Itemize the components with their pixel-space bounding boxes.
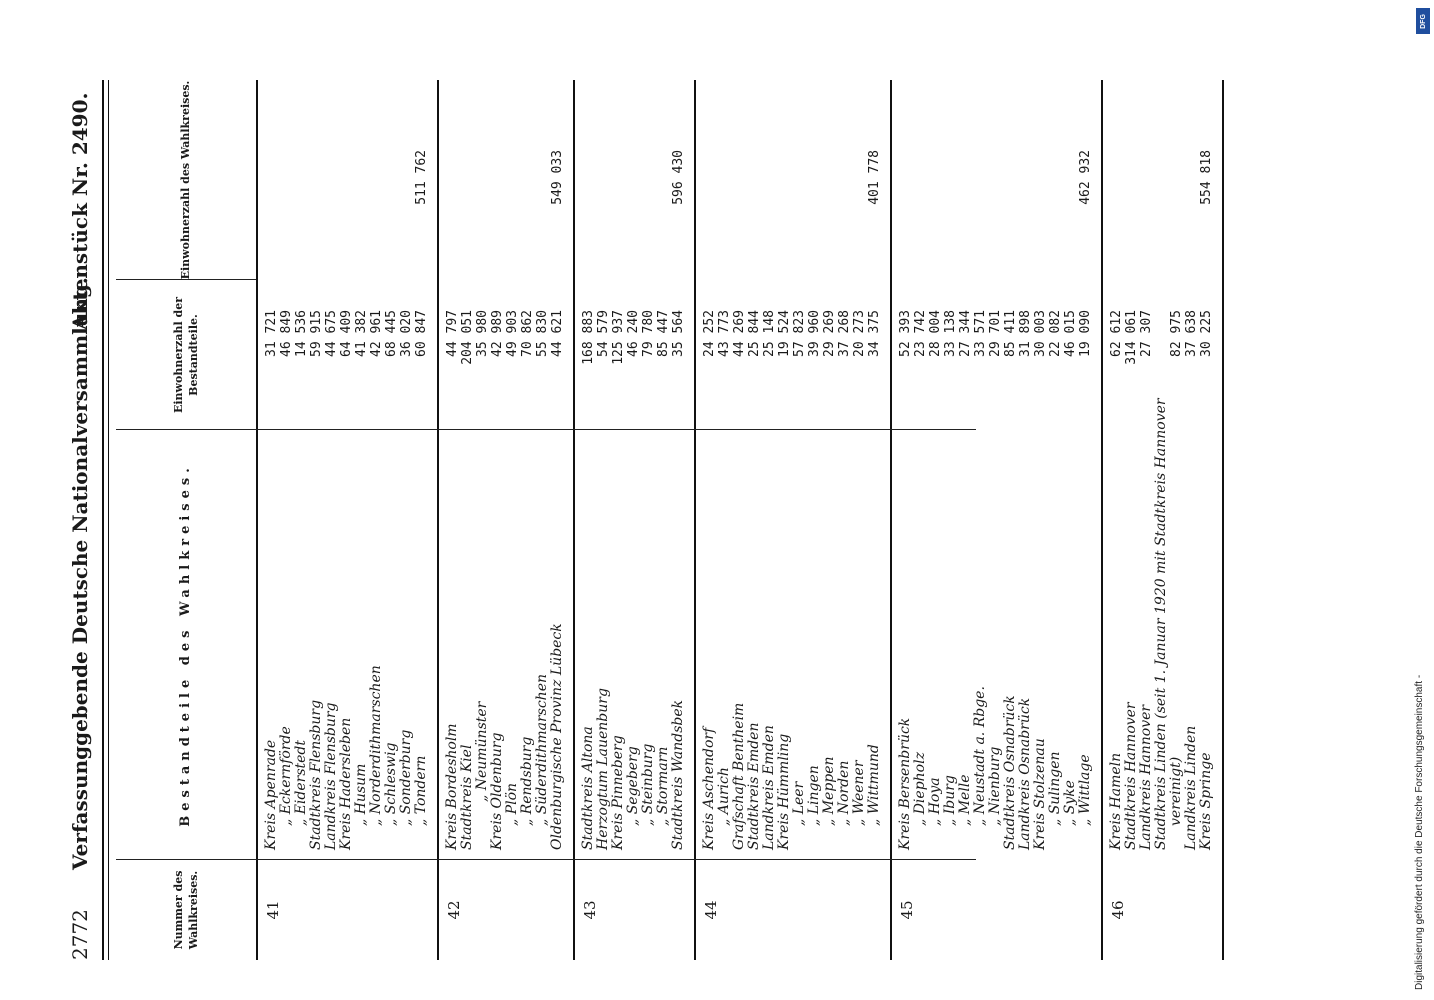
district-part-population: 62 612 bbox=[1109, 310, 1124, 357]
district-part-name: „ Segeberg bbox=[625, 746, 641, 826]
district-part-population: 41 382 bbox=[354, 310, 369, 357]
table-row bbox=[1003, 80, 1018, 850]
district-part-name: Kreis Stolzenau bbox=[1032, 738, 1048, 850]
table-row bbox=[898, 80, 913, 850]
table-row bbox=[520, 80, 535, 850]
district-part-name: „ Sonderburg bbox=[398, 729, 414, 826]
table-row bbox=[777, 80, 792, 850]
column-header-number: Nummer des Wahlkreises. bbox=[171, 870, 200, 950]
district-part-population: 82 975 bbox=[1169, 310, 1184, 357]
electoral-district-group bbox=[892, 80, 1103, 960]
district-part-name: Kreis Hümmling bbox=[776, 733, 792, 850]
district-part-population: 37 268 bbox=[837, 310, 852, 357]
district-part-name: „ Syke bbox=[1062, 780, 1078, 826]
district-part-name: Landkreis Emden bbox=[761, 725, 777, 850]
district-number: 44 bbox=[702, 900, 720, 920]
district-population-total: 596 430 bbox=[671, 150, 686, 205]
table-row bbox=[581, 80, 596, 850]
district-part-population: 19 524 bbox=[777, 310, 792, 357]
table-row bbox=[460, 80, 475, 850]
district-part-name: Kreis Hameln bbox=[1108, 752, 1124, 850]
table-row bbox=[958, 80, 973, 850]
table-row bbox=[294, 80, 309, 850]
district-part-population: 125 937 bbox=[611, 310, 626, 365]
table-header bbox=[116, 80, 256, 960]
district-part-population: 30 003 bbox=[1033, 310, 1048, 357]
district-part-population: 44 621 bbox=[550, 310, 565, 357]
table-row bbox=[1078, 80, 1093, 850]
table-row bbox=[1154, 80, 1169, 850]
district-part-name: Stadtkreis Emden bbox=[746, 722, 762, 850]
district-part-name: Stadtkreis Flensburg bbox=[308, 699, 324, 850]
table-row bbox=[1063, 80, 1078, 850]
table-row bbox=[384, 80, 399, 850]
district-population-total: 554 818 bbox=[1199, 150, 1214, 205]
district-part-population: 59 915 bbox=[309, 310, 324, 357]
district-part-name: „ Meppen bbox=[821, 756, 837, 826]
district-part-name: Kreis Pinneberg bbox=[610, 735, 626, 850]
column-divider bbox=[116, 429, 976, 430]
table-row bbox=[535, 80, 550, 850]
dfg-logo-text: DFG bbox=[1419, 13, 1427, 29]
district-part-population: 31 721 bbox=[264, 310, 279, 357]
district-part-name: Stadtkreis Hannover bbox=[1123, 702, 1139, 850]
district-parts-list bbox=[1109, 80, 1214, 850]
header-rule-thin bbox=[108, 80, 109, 960]
table-row bbox=[1018, 80, 1033, 850]
district-part-name: „ Wittmund bbox=[866, 744, 882, 826]
district-part-name: Kreis Hadersleben bbox=[338, 717, 354, 850]
district-population-total: 401 778 bbox=[867, 150, 882, 205]
table-row bbox=[1169, 80, 1184, 850]
district-parts-list bbox=[702, 80, 882, 850]
table-row bbox=[641, 80, 656, 850]
table-row bbox=[747, 80, 762, 850]
district-part-population: 49 903 bbox=[505, 310, 520, 357]
document-header bbox=[68, 80, 98, 960]
district-part-name: „ Norden bbox=[836, 760, 852, 826]
dfg-logo bbox=[1416, 8, 1430, 34]
district-part-name: Stadtkreis Wandsbek bbox=[670, 699, 686, 850]
district-part-population: 35 564 bbox=[671, 310, 686, 357]
district-part-population: 37 638 bbox=[1184, 310, 1199, 357]
district-part-name: Landkreis Flensburg bbox=[323, 702, 339, 850]
table-row bbox=[867, 80, 882, 850]
district-part-population: 64 409 bbox=[339, 310, 354, 357]
table-row bbox=[309, 80, 324, 850]
district-part-name: vereinigt) bbox=[1168, 756, 1184, 826]
district-part-name: Landkreis Osnabrück bbox=[1017, 697, 1033, 850]
table-row bbox=[1124, 80, 1139, 850]
district-part-population: 20 273 bbox=[852, 310, 867, 357]
district-part-name: „ Eckernförde bbox=[278, 726, 294, 826]
district-number: 42 bbox=[445, 900, 463, 920]
table-row bbox=[913, 80, 928, 850]
district-part-population: 54 579 bbox=[596, 310, 611, 357]
district-parts-list bbox=[264, 80, 429, 850]
district-part-population: 44 675 bbox=[324, 310, 339, 357]
district-part-population: 23 742 bbox=[913, 310, 928, 357]
district-part-name: „ Weener bbox=[851, 760, 867, 826]
table-row bbox=[264, 80, 279, 850]
district-part-name: Kreis Bordesholm bbox=[444, 723, 460, 850]
table-row bbox=[414, 80, 429, 850]
table-row bbox=[1033, 80, 1048, 850]
column-header-population-total: Einwohnerzahl des Wahlkreises. bbox=[179, 80, 193, 280]
district-part-name: „ Iburg bbox=[942, 775, 958, 826]
district-part-population: 52 393 bbox=[898, 310, 913, 357]
table-row bbox=[369, 80, 384, 850]
district-part-name: „ Melle bbox=[957, 774, 973, 826]
district-population-total: 549 033 bbox=[550, 150, 565, 205]
column-header-parts: Bestandteile des Wahlkreises. bbox=[177, 463, 193, 827]
table-row bbox=[988, 80, 1003, 850]
document-title: Verfassunggebende Deutsche Nationalversammlung. bbox=[68, 277, 92, 870]
district-part-population: 44 269 bbox=[732, 310, 747, 357]
district-part-population: 314 061 bbox=[1124, 310, 1139, 365]
district-part-name: Kreis Aschendorf bbox=[701, 727, 717, 850]
district-part-name: Grafschaft Bentheim bbox=[731, 702, 747, 850]
district-number: 41 bbox=[264, 900, 282, 920]
district-part-population: 57 823 bbox=[792, 310, 807, 357]
electoral-district-group bbox=[575, 80, 696, 960]
district-part-name: Stadtkreis Osnabrück bbox=[1002, 695, 1018, 850]
district-part-population: 27 344 bbox=[958, 310, 973, 357]
district-part-name: „ Plön bbox=[504, 782, 520, 826]
district-part-name: „ Neumünster bbox=[474, 701, 490, 802]
district-part-population: 85 447 bbox=[656, 310, 671, 357]
district-part-name: „ Tondern bbox=[413, 755, 429, 826]
table-row bbox=[837, 80, 852, 850]
district-part-name: Herzogtum Lauenburg bbox=[595, 688, 611, 850]
district-part-name: „ Süderdithmarschen bbox=[534, 674, 550, 826]
table-row bbox=[324, 80, 339, 850]
table-row bbox=[732, 80, 747, 850]
table-row bbox=[1199, 80, 1214, 850]
district-part-population: 204 051 bbox=[460, 310, 475, 365]
document-page bbox=[50, 0, 1390, 960]
district-part-population: 42 961 bbox=[369, 310, 384, 357]
table-row bbox=[807, 80, 822, 850]
district-part-population: 39 960 bbox=[807, 310, 822, 357]
district-part-population: 33 138 bbox=[943, 310, 958, 357]
district-part-name: „ Schleswig bbox=[383, 742, 399, 826]
table-row bbox=[656, 80, 671, 850]
electoral-district-group bbox=[439, 80, 575, 960]
district-part-name: „ Lingen bbox=[806, 765, 822, 826]
district-part-population: 19 090 bbox=[1078, 310, 1093, 357]
district-part-population: 46 849 bbox=[279, 310, 294, 357]
district-part-population: 168 883 bbox=[581, 310, 596, 365]
district-part-population: 68 445 bbox=[384, 310, 399, 357]
column-divider bbox=[116, 859, 976, 860]
table-row bbox=[822, 80, 837, 850]
district-part-name: Kreis Oldenburg bbox=[489, 732, 505, 850]
table-row bbox=[671, 80, 686, 850]
district-part-population: 79 780 bbox=[641, 310, 656, 357]
district-part-name: „ Sulingen bbox=[1047, 751, 1063, 826]
district-part-population: 29 269 bbox=[822, 310, 837, 357]
table-row bbox=[943, 80, 958, 850]
district-parts-list bbox=[445, 80, 565, 850]
district-part-name: „ Nienburg bbox=[987, 746, 1003, 826]
table-row bbox=[1109, 80, 1124, 850]
district-number: 45 bbox=[898, 900, 916, 920]
district-population-total: 511 762 bbox=[414, 150, 429, 205]
district-part-name: „ Norderdithmarschen bbox=[368, 665, 384, 826]
table-row bbox=[852, 80, 867, 850]
district-part-population: 43 773 bbox=[717, 310, 732, 357]
district-part-population: 25 844 bbox=[747, 310, 762, 357]
district-part-population: 44 797 bbox=[445, 310, 460, 357]
district-part-name: „ Rendsburg bbox=[519, 736, 535, 826]
document-reference: Aktenstück Nr. 2490. bbox=[68, 92, 92, 330]
district-part-population: 22 082 bbox=[1048, 310, 1063, 357]
group-separator bbox=[1222, 80, 1224, 960]
district-part-name: „ Diepholz bbox=[912, 752, 928, 826]
district-part-name: „ Husum bbox=[353, 763, 369, 826]
district-part-population: 29 701 bbox=[988, 310, 1003, 357]
digitization-note bbox=[1414, 10, 1426, 990]
district-parts-list bbox=[898, 80, 1093, 850]
district-part-name: Oldenburgische Provinz Lübeck bbox=[549, 623, 565, 850]
table-row bbox=[702, 80, 717, 850]
district-part-population: 25 148 bbox=[762, 310, 777, 357]
table-row bbox=[762, 80, 777, 850]
district-part-name: Stadtkreis Linden (seit 1. Januar 1920 mit Stadtkreis Hannover bbox=[1153, 398, 1169, 850]
table-row bbox=[490, 80, 505, 850]
district-part-population: 31 898 bbox=[1018, 310, 1033, 357]
district-part-name: „ Hoya bbox=[927, 777, 943, 826]
district-part-population: 55 830 bbox=[535, 310, 550, 357]
district-part-name: „ Neustadt a. Rbge. bbox=[972, 686, 988, 826]
district-part-name: „ Aurich bbox=[716, 767, 732, 826]
table-row bbox=[973, 80, 988, 850]
page-number: 2772 bbox=[68, 909, 92, 960]
district-part-population: 46 015 bbox=[1063, 310, 1078, 357]
district-part-name: Stadtkreis Kiel bbox=[459, 744, 475, 850]
district-part-population: 24 252 bbox=[702, 310, 717, 357]
district-part-name: Kreis Apenrade bbox=[263, 739, 279, 850]
district-number: 43 bbox=[581, 900, 599, 920]
table-row bbox=[1184, 80, 1199, 850]
district-part-population: 14 536 bbox=[294, 310, 309, 357]
table-row bbox=[339, 80, 354, 850]
district-part-name: Stadtkreis Altona bbox=[580, 726, 596, 850]
district-population-total: 462 932 bbox=[1078, 150, 1093, 205]
table-row bbox=[717, 80, 732, 850]
table-row bbox=[445, 80, 460, 850]
table-row bbox=[626, 80, 641, 850]
district-part-name: Kreis Bersenbrück bbox=[897, 717, 913, 850]
district-number: 46 bbox=[1109, 900, 1127, 920]
header-rule bbox=[102, 80, 104, 960]
district-part-name: „ Leer bbox=[791, 781, 807, 826]
table-row bbox=[792, 80, 807, 850]
district-part-population: 60 847 bbox=[414, 310, 429, 357]
table-row bbox=[611, 80, 626, 850]
table-row bbox=[1048, 80, 1063, 850]
district-part-population: 85 411 bbox=[1003, 310, 1018, 357]
electoral-district-group bbox=[258, 80, 439, 960]
table-row bbox=[505, 80, 520, 850]
district-part-population: 46 240 bbox=[626, 310, 641, 357]
column-header-population-parts: Einwohnerzahl der Bestandteile. bbox=[171, 296, 200, 414]
district-part-name: Landkreis Linden bbox=[1183, 725, 1199, 850]
table-row bbox=[354, 80, 369, 850]
district-part-name: Kreis Springe bbox=[1198, 752, 1214, 850]
table-row bbox=[475, 80, 490, 850]
district-part-name: „ Wittlage bbox=[1077, 754, 1093, 826]
district-part-population: 30 225 bbox=[1199, 310, 1214, 357]
district-part-name: Landkreis Hannover bbox=[1138, 704, 1154, 850]
district-part-population: 42 989 bbox=[490, 310, 505, 357]
table-row bbox=[928, 80, 943, 850]
district-part-population: 28 004 bbox=[928, 310, 943, 357]
district-parts-list bbox=[581, 80, 686, 850]
district-part-population: 33 571 bbox=[973, 310, 988, 357]
district-part-population: 36 020 bbox=[399, 310, 414, 357]
table-row bbox=[550, 80, 565, 850]
table-row bbox=[596, 80, 611, 850]
district-part-population: 27 307 bbox=[1139, 310, 1154, 357]
table-row bbox=[399, 80, 414, 850]
district-part-name: „ Steinburg bbox=[640, 743, 656, 826]
table-row bbox=[279, 80, 294, 850]
district-part-name: „ Eiderstedt bbox=[293, 739, 309, 826]
district-part-population: 34 375 bbox=[867, 310, 882, 357]
district-part-population: 70 862 bbox=[520, 310, 535, 357]
column-divider bbox=[116, 279, 256, 280]
digitization-note-text: Digitalisierung gefördert durch die Deutsche Forschungsgemeinschaft - bbox=[1414, 674, 1425, 990]
electoral-district-group bbox=[696, 80, 892, 960]
electoral-district-group bbox=[1103, 80, 1224, 960]
district-part-name: „ Stormarn bbox=[655, 746, 671, 826]
table-row bbox=[1139, 80, 1154, 850]
district-part-population: 35 980 bbox=[475, 310, 490, 357]
